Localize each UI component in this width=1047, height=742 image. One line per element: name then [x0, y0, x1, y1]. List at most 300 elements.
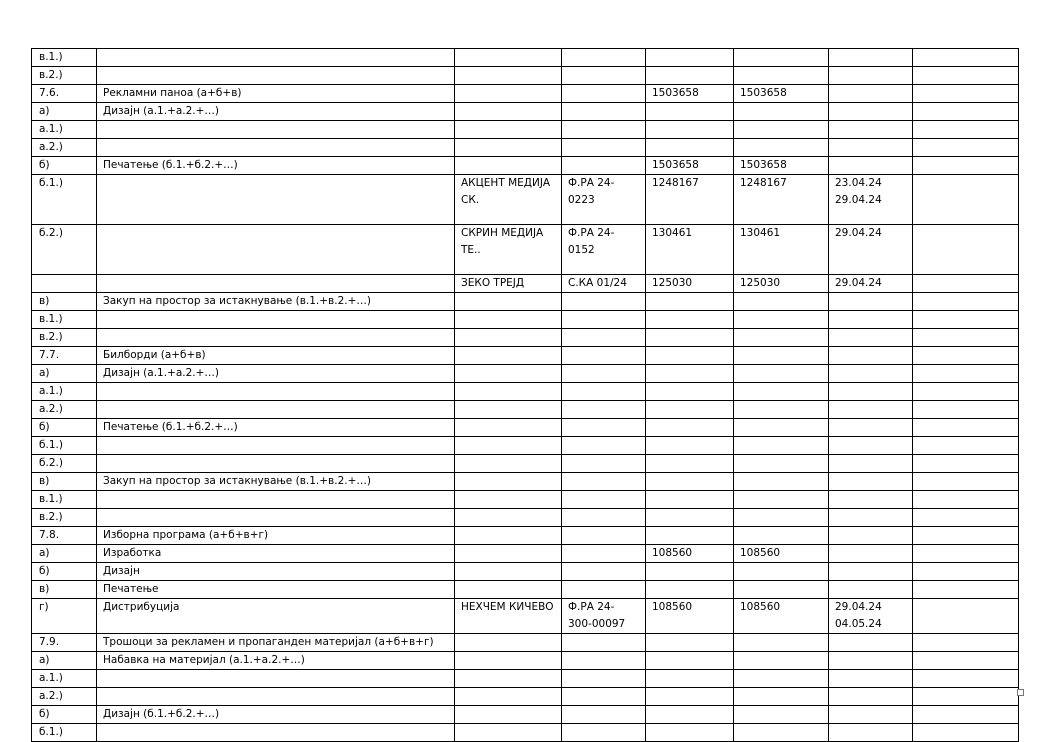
row-note-cell[interactable]: [913, 437, 1019, 455]
row-date-cell[interactable]: [829, 67, 913, 85]
row-paid-amount-cell[interactable]: [734, 329, 829, 347]
row-code-cell[interactable]: а): [32, 652, 97, 670]
row-note-cell[interactable]: [913, 563, 1019, 581]
row-vendor-cell[interactable]: ЗЕКО ТРЕЈД: [455, 275, 562, 293]
table-row: [32, 509, 1019, 527]
row-description-cell[interactable]: [97, 67, 455, 85]
row-note-cell[interactable]: [913, 688, 1019, 706]
row-paid-amount-cell[interactable]: [734, 527, 829, 545]
row-date-cell[interactable]: 29.04.24: [829, 225, 913, 275]
row-paid-amount-cell[interactable]: [734, 473, 829, 491]
row-date-cell[interactable]: 23.04.24 29.04.24: [829, 175, 913, 225]
row-amount-cell[interactable]: [646, 634, 734, 652]
row-invoice-cell[interactable]: [562, 139, 646, 157]
row-paid-amount-cell[interactable]: [734, 724, 829, 742]
row-amount-cell[interactable]: [646, 437, 734, 455]
row-amount-cell[interactable]: [646, 581, 734, 599]
row-description-cell[interactable]: [97, 509, 455, 527]
row-code-cell[interactable]: в.2.): [32, 329, 97, 347]
row-amount-cell[interactable]: 1503658: [646, 157, 734, 175]
row-vendor-cell[interactable]: [455, 419, 562, 437]
row-note-cell[interactable]: [913, 103, 1019, 121]
row-code-cell[interactable]: [32, 275, 97, 293]
row-code-cell[interactable]: в.1.): [32, 49, 97, 67]
row-vendor-cell[interactable]: СКРИН МЕДИЈА ТЕ..: [455, 225, 562, 275]
row-invoice-cell[interactable]: [562, 670, 646, 688]
row-note-cell[interactable]: [913, 652, 1019, 670]
row-amount-cell[interactable]: 108560: [646, 545, 734, 563]
row-vendor-cell[interactable]: [455, 706, 562, 724]
row-vendor-cell[interactable]: [455, 121, 562, 139]
row-invoice-cell[interactable]: [562, 563, 646, 581]
row-vendor-cell[interactable]: [455, 724, 562, 742]
row-vendor-cell[interactable]: [455, 401, 562, 419]
row-invoice-cell[interactable]: [562, 67, 646, 85]
row-code-cell[interactable]: б): [32, 419, 97, 437]
row-date-cell[interactable]: [829, 419, 913, 437]
row-date-cell[interactable]: [829, 455, 913, 473]
row-code-cell[interactable]: б.1.): [32, 175, 97, 225]
row-amount-cell[interactable]: [646, 139, 734, 157]
row-note-cell[interactable]: [913, 509, 1019, 527]
row-vendor-cell[interactable]: [455, 437, 562, 455]
row-paid-amount-cell[interactable]: [734, 401, 829, 419]
row-paid-amount-cell[interactable]: [734, 49, 829, 67]
row-paid-amount-cell[interactable]: [734, 419, 829, 437]
row-invoice-cell[interactable]: [562, 706, 646, 724]
row-code-cell[interactable]: а.2.): [32, 401, 97, 419]
row-invoice-cell[interactable]: [562, 293, 646, 311]
row-date-cell[interactable]: [829, 652, 913, 670]
row-code-cell[interactable]: 7.9.: [32, 634, 97, 652]
row-note-cell[interactable]: [913, 225, 1019, 275]
row-description-cell[interactable]: [97, 491, 455, 509]
row-paid-amount-cell[interactable]: [734, 347, 829, 365]
row-date-cell[interactable]: [829, 85, 913, 103]
row-description-cell[interactable]: Дизајн (б.1.+б.2.+…): [97, 706, 455, 724]
row-invoice-cell[interactable]: [562, 383, 646, 401]
row-date-cell[interactable]: [829, 311, 913, 329]
row-description-cell[interactable]: [97, 49, 455, 67]
row-date-cell[interactable]: [829, 473, 913, 491]
row-date-cell[interactable]: [829, 437, 913, 455]
row-invoice-cell[interactable]: [562, 49, 646, 67]
row-description-cell[interactable]: Изработка: [97, 545, 455, 563]
row-amount-cell[interactable]: [646, 347, 734, 365]
row-note-cell[interactable]: [913, 329, 1019, 347]
table-row: [32, 67, 1019, 85]
row-description-cell[interactable]: [97, 401, 455, 419]
row-vendor-cell[interactable]: [455, 311, 562, 329]
row-amount-cell[interactable]: [646, 706, 734, 724]
row-code-cell[interactable]: а.2.): [32, 139, 97, 157]
row-paid-amount-cell[interactable]: 108560: [734, 545, 829, 563]
row-paid-amount-cell[interactable]: 130461: [734, 225, 829, 275]
row-description-cell[interactable]: Набавка на материјал (а.1.+а.2.+…): [97, 652, 455, 670]
row-invoice-cell[interactable]: [562, 85, 646, 103]
row-amount-cell[interactable]: 125030: [646, 275, 734, 293]
row-vendor-cell[interactable]: [455, 85, 562, 103]
row-note-cell[interactable]: [913, 706, 1019, 724]
row-date-cell[interactable]: [829, 581, 913, 599]
row-note-cell[interactable]: [913, 419, 1019, 437]
row-paid-amount-cell[interactable]: [734, 670, 829, 688]
row-invoice-cell[interactable]: [562, 527, 646, 545]
row-note-cell[interactable]: [913, 121, 1019, 139]
row-amount-cell[interactable]: [646, 293, 734, 311]
row-date-cell[interactable]: [829, 509, 913, 527]
row-note-cell[interactable]: [913, 383, 1019, 401]
row-date-cell[interactable]: [829, 527, 913, 545]
row-date-cell[interactable]: [829, 670, 913, 688]
row-amount-cell[interactable]: [646, 688, 734, 706]
row-code-cell[interactable]: б): [32, 706, 97, 724]
row-amount-cell[interactable]: [646, 455, 734, 473]
table-resize-handle[interactable]: [1017, 689, 1024, 696]
row-description-cell[interactable]: [97, 724, 455, 742]
row-paid-amount-cell[interactable]: 1503658: [734, 85, 829, 103]
row-paid-amount-cell[interactable]: [734, 652, 829, 670]
row-note-cell[interactable]: [913, 545, 1019, 563]
row-invoice-cell[interactable]: [562, 581, 646, 599]
row-vendor-cell[interactable]: [455, 652, 562, 670]
row-note-cell[interactable]: [913, 401, 1019, 419]
row-amount-cell[interactable]: [646, 527, 734, 545]
row-description-cell[interactable]: Рекламни паноа (а+б+в): [97, 85, 455, 103]
table-row: [32, 225, 1019, 275]
row-vendor-cell[interactable]: [455, 563, 562, 581]
row-description-cell[interactable]: Закуп на простор за истакнување (в.1.+в.2.+…): [97, 293, 455, 311]
row-note-cell[interactable]: [913, 491, 1019, 509]
row-note-cell[interactable]: [913, 634, 1019, 652]
row-invoice-cell[interactable]: [562, 491, 646, 509]
row-code-cell[interactable]: б.2.): [32, 225, 97, 275]
row-vendor-cell[interactable]: [455, 688, 562, 706]
row-invoice-cell[interactable]: Ф.РА 24- 300-00097: [562, 599, 646, 634]
row-note-cell[interactable]: [913, 670, 1019, 688]
row-paid-amount-cell[interactable]: [734, 634, 829, 652]
row-invoice-cell[interactable]: [562, 634, 646, 652]
row-paid-amount-cell[interactable]: 1248167: [734, 175, 829, 225]
table-row: [32, 634, 1019, 652]
row-paid-amount-cell[interactable]: 108560: [734, 599, 829, 634]
row-invoice-cell[interactable]: Ф.РА 24- 0223: [562, 175, 646, 225]
table-row: [32, 419, 1019, 437]
row-code-cell[interactable]: а): [32, 365, 97, 383]
row-invoice-cell[interactable]: [562, 652, 646, 670]
row-code-cell[interactable]: б): [32, 157, 97, 175]
row-date-cell[interactable]: [829, 49, 913, 67]
row-invoice-cell[interactable]: [562, 121, 646, 139]
row-date-cell[interactable]: [829, 293, 913, 311]
row-paid-amount-cell[interactable]: [734, 139, 829, 157]
row-note-cell[interactable]: [913, 599, 1019, 634]
row-amount-cell[interactable]: 130461: [646, 225, 734, 275]
row-description-cell[interactable]: Трошоци за рекламен и пропаганден материјал (а+б+в+г): [97, 634, 455, 652]
row-description-cell[interactable]: [97, 437, 455, 455]
row-date-cell[interactable]: [829, 563, 913, 581]
row-date-cell[interactable]: 29.04.24 04.05.24: [829, 599, 913, 634]
row-note-cell[interactable]: [913, 365, 1019, 383]
row-invoice-cell[interactable]: [562, 455, 646, 473]
row-invoice-cell[interactable]: [562, 401, 646, 419]
table-row: [32, 527, 1019, 545]
row-date-cell[interactable]: [829, 401, 913, 419]
row-vendor-cell[interactable]: [455, 491, 562, 509]
row-invoice-cell[interactable]: [562, 329, 646, 347]
row-invoice-cell[interactable]: [562, 311, 646, 329]
row-paid-amount-cell[interactable]: [734, 383, 829, 401]
row-vendor-cell[interactable]: [455, 527, 562, 545]
row-code-cell[interactable]: а.1.): [32, 383, 97, 401]
row-note-cell[interactable]: [913, 455, 1019, 473]
row-note-cell[interactable]: [913, 473, 1019, 491]
row-date-cell[interactable]: [829, 103, 913, 121]
row-invoice-cell[interactable]: Ф.РА 24- 0152: [562, 225, 646, 275]
row-date-cell[interactable]: [829, 491, 913, 509]
row-code-cell[interactable]: а.1.): [32, 670, 97, 688]
row-invoice-cell[interactable]: [562, 419, 646, 437]
row-note-cell[interactable]: [913, 157, 1019, 175]
row-description-cell[interactable]: Закуп на простор за истакнување (в.1.+в.2.+…): [97, 473, 455, 491]
row-description-cell[interactable]: Изборна програма (а+б+в+г): [97, 527, 455, 545]
row-date-cell[interactable]: 29.04.24: [829, 275, 913, 293]
row-description-cell[interactable]: Дизајн: [97, 563, 455, 581]
row-amount-cell[interactable]: [646, 509, 734, 527]
row-vendor-cell[interactable]: [455, 293, 562, 311]
row-amount-cell[interactable]: [646, 419, 734, 437]
row-date-cell[interactable]: [829, 139, 913, 157]
row-code-cell[interactable]: в.1.): [32, 491, 97, 509]
row-amount-cell[interactable]: [646, 329, 734, 347]
table-row: [32, 401, 1019, 419]
row-note-cell[interactable]: [913, 581, 1019, 599]
row-vendor-cell[interactable]: [455, 545, 562, 563]
table-row: [32, 581, 1019, 599]
row-amount-cell[interactable]: [646, 563, 734, 581]
row-amount-cell[interactable]: [646, 67, 734, 85]
row-note-cell[interactable]: [913, 311, 1019, 329]
row-amount-cell[interactable]: [646, 491, 734, 509]
row-vendor-cell[interactable]: [455, 329, 562, 347]
row-invoice-cell[interactable]: [562, 473, 646, 491]
row-invoice-cell[interactable]: [562, 365, 646, 383]
row-code-cell[interactable]: г): [32, 599, 97, 634]
row-invoice-cell[interactable]: С.КА 01/24: [562, 275, 646, 293]
row-description-cell[interactable]: Печатење (б.1.+б.2.+…): [97, 419, 455, 437]
row-vendor-cell[interactable]: [455, 383, 562, 401]
row-paid-amount-cell[interactable]: [734, 103, 829, 121]
row-date-cell[interactable]: [829, 329, 913, 347]
row-note-cell[interactable]: [913, 275, 1019, 293]
row-code-cell[interactable]: в.2.): [32, 67, 97, 85]
row-description-cell[interactable]: [97, 455, 455, 473]
row-invoice-cell[interactable]: [562, 545, 646, 563]
row-vendor-cell[interactable]: [455, 473, 562, 491]
row-vendor-cell[interactable]: [455, 670, 562, 688]
table-row: [32, 175, 1019, 225]
row-vendor-cell[interactable]: [455, 103, 562, 121]
row-code-cell[interactable]: 7.8.: [32, 527, 97, 545]
row-date-cell[interactable]: [829, 706, 913, 724]
row-code-cell[interactable]: а.2.): [32, 688, 97, 706]
row-description-cell[interactable]: [97, 311, 455, 329]
row-description-cell[interactable]: [97, 275, 455, 293]
row-code-cell[interactable]: в): [32, 473, 97, 491]
row-amount-cell[interactable]: [646, 121, 734, 139]
table-row: [32, 688, 1019, 706]
row-vendor-cell[interactable]: [455, 455, 562, 473]
row-date-cell[interactable]: [829, 545, 913, 563]
row-paid-amount-cell[interactable]: [734, 455, 829, 473]
row-description-cell[interactable]: [97, 329, 455, 347]
row-code-cell[interactable]: б): [32, 563, 97, 581]
row-vendor-cell[interactable]: [455, 347, 562, 365]
table-row: [32, 85, 1019, 103]
table-row: [32, 365, 1019, 383]
table-row: [32, 545, 1019, 563]
row-vendor-cell[interactable]: НЕХЧЕМ КИЧЕВО: [455, 599, 562, 634]
table-row: [32, 275, 1019, 293]
row-date-cell[interactable]: [829, 688, 913, 706]
row-description-cell[interactable]: [97, 688, 455, 706]
row-vendor-cell[interactable]: [455, 634, 562, 652]
row-paid-amount-cell[interactable]: [734, 437, 829, 455]
row-note-cell[interactable]: [913, 293, 1019, 311]
row-code-cell[interactable]: в.1.): [32, 311, 97, 329]
row-code-cell[interactable]: 7.7.: [32, 347, 97, 365]
row-amount-cell[interactable]: 108560: [646, 599, 734, 634]
row-vendor-cell[interactable]: [455, 509, 562, 527]
table-row: [32, 139, 1019, 157]
row-paid-amount-cell[interactable]: [734, 293, 829, 311]
row-description-cell[interactable]: Дизајн (а.1.+а.2.+…): [97, 365, 455, 383]
row-amount-cell[interactable]: [646, 652, 734, 670]
row-amount-cell[interactable]: [646, 724, 734, 742]
table-row: [32, 437, 1019, 455]
row-description-cell[interactable]: [97, 670, 455, 688]
row-date-cell[interactable]: [829, 634, 913, 652]
row-code-cell[interactable]: 7.6.: [32, 85, 97, 103]
row-code-cell[interactable]: б.1.): [32, 437, 97, 455]
row-invoice-cell[interactable]: [562, 724, 646, 742]
table-row: [32, 121, 1019, 139]
row-paid-amount-cell[interactable]: [734, 67, 829, 85]
row-invoice-cell[interactable]: [562, 509, 646, 527]
row-paid-amount-cell[interactable]: [734, 365, 829, 383]
row-date-cell[interactable]: [829, 121, 913, 139]
row-amount-cell[interactable]: [646, 670, 734, 688]
row-note-cell[interactable]: [913, 527, 1019, 545]
row-amount-cell[interactable]: [646, 49, 734, 67]
row-code-cell[interactable]: в): [32, 293, 97, 311]
row-paid-amount-cell[interactable]: [734, 311, 829, 329]
row-note-cell[interactable]: [913, 175, 1019, 225]
row-date-cell[interactable]: [829, 347, 913, 365]
row-description-cell[interactable]: Дизајн (а.1.+а.2.+…): [97, 103, 455, 121]
row-amount-cell[interactable]: [646, 401, 734, 419]
row-amount-cell[interactable]: [646, 383, 734, 401]
row-paid-amount-cell[interactable]: [734, 688, 829, 706]
row-description-cell[interactable]: Билборди (а+б+в): [97, 347, 455, 365]
row-date-cell[interactable]: [829, 365, 913, 383]
row-vendor-cell[interactable]: [455, 49, 562, 67]
row-note-cell[interactable]: [913, 67, 1019, 85]
row-paid-amount-cell[interactable]: 1503658: [734, 157, 829, 175]
row-code-cell[interactable]: а.1.): [32, 121, 97, 139]
row-invoice-cell[interactable]: [562, 103, 646, 121]
row-invoice-cell[interactable]: [562, 688, 646, 706]
row-paid-amount-cell[interactable]: [734, 509, 829, 527]
row-amount-cell[interactable]: 1248167: [646, 175, 734, 225]
table-row: [32, 670, 1019, 688]
row-note-cell[interactable]: [913, 85, 1019, 103]
row-vendor-cell[interactable]: [455, 365, 562, 383]
row-note-cell[interactable]: [913, 724, 1019, 742]
row-paid-amount-cell[interactable]: [734, 563, 829, 581]
row-paid-amount-cell[interactable]: [734, 706, 829, 724]
row-note-cell[interactable]: [913, 347, 1019, 365]
row-note-cell[interactable]: [913, 49, 1019, 67]
row-code-cell[interactable]: а): [32, 545, 97, 563]
row-description-cell[interactable]: [97, 225, 455, 275]
row-description-cell[interactable]: [97, 175, 455, 225]
row-date-cell[interactable]: [829, 383, 913, 401]
row-date-cell[interactable]: [829, 157, 913, 175]
table-row: [32, 157, 1019, 175]
row-paid-amount-cell[interactable]: [734, 121, 829, 139]
row-date-cell[interactable]: [829, 724, 913, 742]
table-row: [32, 491, 1019, 509]
row-vendor-cell[interactable]: [455, 157, 562, 175]
table-row: [32, 706, 1019, 724]
row-vendor-cell[interactable]: [455, 139, 562, 157]
row-description-cell[interactable]: Печатење: [97, 581, 455, 599]
row-code-cell[interactable]: б.1.): [32, 724, 97, 742]
table-row: [32, 293, 1019, 311]
row-invoice-cell[interactable]: [562, 437, 646, 455]
row-invoice-cell[interactable]: [562, 157, 646, 175]
row-paid-amount-cell[interactable]: 125030: [734, 275, 829, 293]
row-invoice-cell[interactable]: [562, 347, 646, 365]
row-amount-cell[interactable]: [646, 103, 734, 121]
row-description-cell[interactable]: Печатење (б.1.+б.2.+…): [97, 157, 455, 175]
row-amount-cell[interactable]: [646, 365, 734, 383]
row-amount-cell[interactable]: [646, 311, 734, 329]
row-vendor-cell[interactable]: АКЦЕНТ МЕДИЈА СК.: [455, 175, 562, 225]
row-description-cell[interactable]: [97, 121, 455, 139]
row-description-cell[interactable]: [97, 383, 455, 401]
row-code-cell[interactable]: б.2.): [32, 455, 97, 473]
row-code-cell[interactable]: в): [32, 581, 97, 599]
row-vendor-cell[interactable]: [455, 581, 562, 599]
row-description-cell[interactable]: [97, 139, 455, 157]
row-paid-amount-cell[interactable]: [734, 491, 829, 509]
row-amount-cell[interactable]: [646, 473, 734, 491]
table-body: [32, 49, 1019, 742]
row-description-cell[interactable]: Дистрибуција: [97, 599, 455, 634]
table-row: [32, 329, 1019, 347]
table-row: [32, 563, 1019, 581]
row-amount-cell[interactable]: 1503658: [646, 85, 734, 103]
table-row: [32, 455, 1019, 473]
row-vendor-cell[interactable]: [455, 67, 562, 85]
row-paid-amount-cell[interactable]: [734, 581, 829, 599]
row-note-cell[interactable]: [913, 139, 1019, 157]
row-code-cell[interactable]: а): [32, 103, 97, 121]
table-row: [32, 383, 1019, 401]
row-code-cell[interactable]: в.2.): [32, 509, 97, 527]
